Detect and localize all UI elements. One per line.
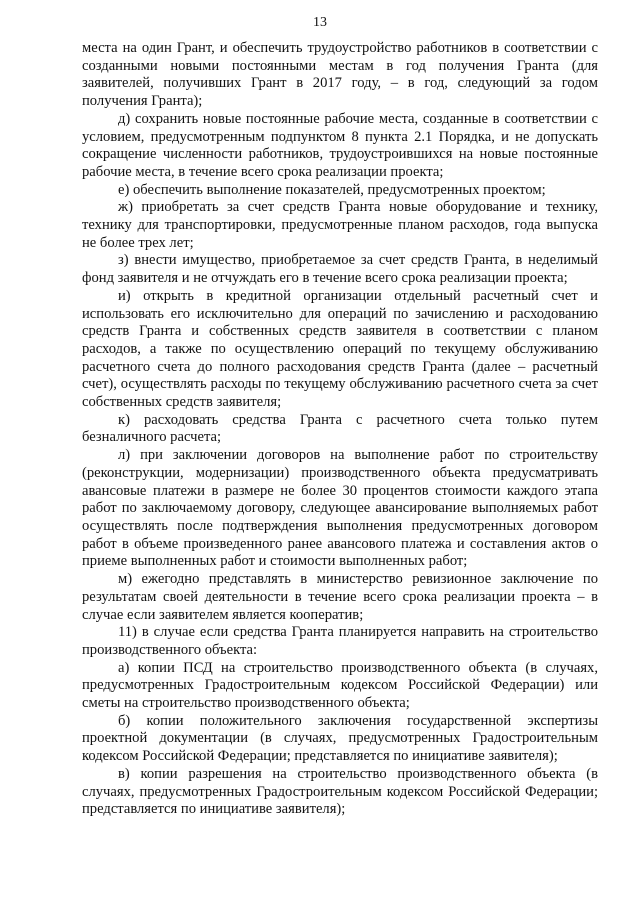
paragraph: а) копии ПСД на строительство производственного объекта (в случаях, предусмотренных Градостроительным кодексом Российской Федерации) или сметы на строительство производственного объекта; (82, 659, 598, 712)
paragraph: л) при заключении договоров на выполнение работ по строительству (реконструкции, модернизации) производственного объекта предусматривать авансовые платежи в размере не более 30 процентов стоимости каждого этапа работ по заключаемому договору, следующее авансирование выполняемых работ осуществлять после подтверждения выполнения предусмотренных договором работ в объеме произведенного ранее авансового платежа и составления актов о приеме выполненных работ и стоимости выполненных работ; (82, 447, 598, 570)
document-body (82, 40, 598, 819)
paragraph: к) расходовать средства Гранта с расчетного счета только путем безналичного расчета; (82, 411, 598, 446)
paragraph: д) сохранить новые постоянные рабочие места, созданные в соответствии с условием, предусмотренным подпунктом 8 пункта 2.1 Порядка, и не допускать сокращение численности работников, трудоустроившихся на новые постоянные рабочие места, в течение всего срока реализации проекта; (82, 110, 598, 180)
paragraph: ж) приобретать за счет средств Гранта новые оборудование и технику, технику для транспортировки, предусмотренные планом расходов, года выпуска не более трех лет; (82, 199, 598, 251)
paragraph: места на один Грант, и обеспечить трудоустройство работников в соответствии с созданными новыми постоянными местам в год получения Гранта (для заявителей, получивших Грант в 2017 году, – в год, следующий за годом получения Гранта); (82, 40, 598, 110)
paragraph: 11) в случае если средства Гранта планируется направить на строительство производственного объекта: (82, 624, 598, 658)
paragraph: м) ежегодно представлять в министерство ревизионное заключение по результатам своей деятельности в течение всего срока реализации проекта – в случае если заявителем является кооператив; (82, 571, 598, 623)
paragraph: з) внести имущество, приобретаемое за счет средств Гранта, в неделимый фонд заявителя и не отчуждать его в течение всего срока реализации проекта; (82, 252, 598, 287)
paragraph: е) обеспечить выполнение показателей, предусмотренных проектом; (118, 181, 546, 198)
paragraph: и) открыть в кредитной организации отдельный расчетный счет и использовать его исключительно для операций по зачислению и расходованию средств Гранта и собственных средств заявителя в соответствии с планом расходов, а также по осуществлению операций по текущему обслуживанию расчетного счета до полного расходования средств Гранта (далее – расчетный счет), осуществлять расходы по текущему обслуживанию расчетного счета за счет собственных средств заявителя; (82, 287, 598, 411)
page-number: 13 (313, 15, 327, 30)
paragraph: б) копии положительного заключения государственной экспертизы проектной документации (в случаях, предусмотренных Градостроительным кодексом Российской Федерации; представляется по инициативе заявителя); (82, 712, 598, 765)
paragraph: в) копии разрешения на строительство производственного объекта (в случаях, предусмотренных Градостроительным кодексом Российской Федерации; представляется по инициативе заявителя); (82, 765, 598, 818)
